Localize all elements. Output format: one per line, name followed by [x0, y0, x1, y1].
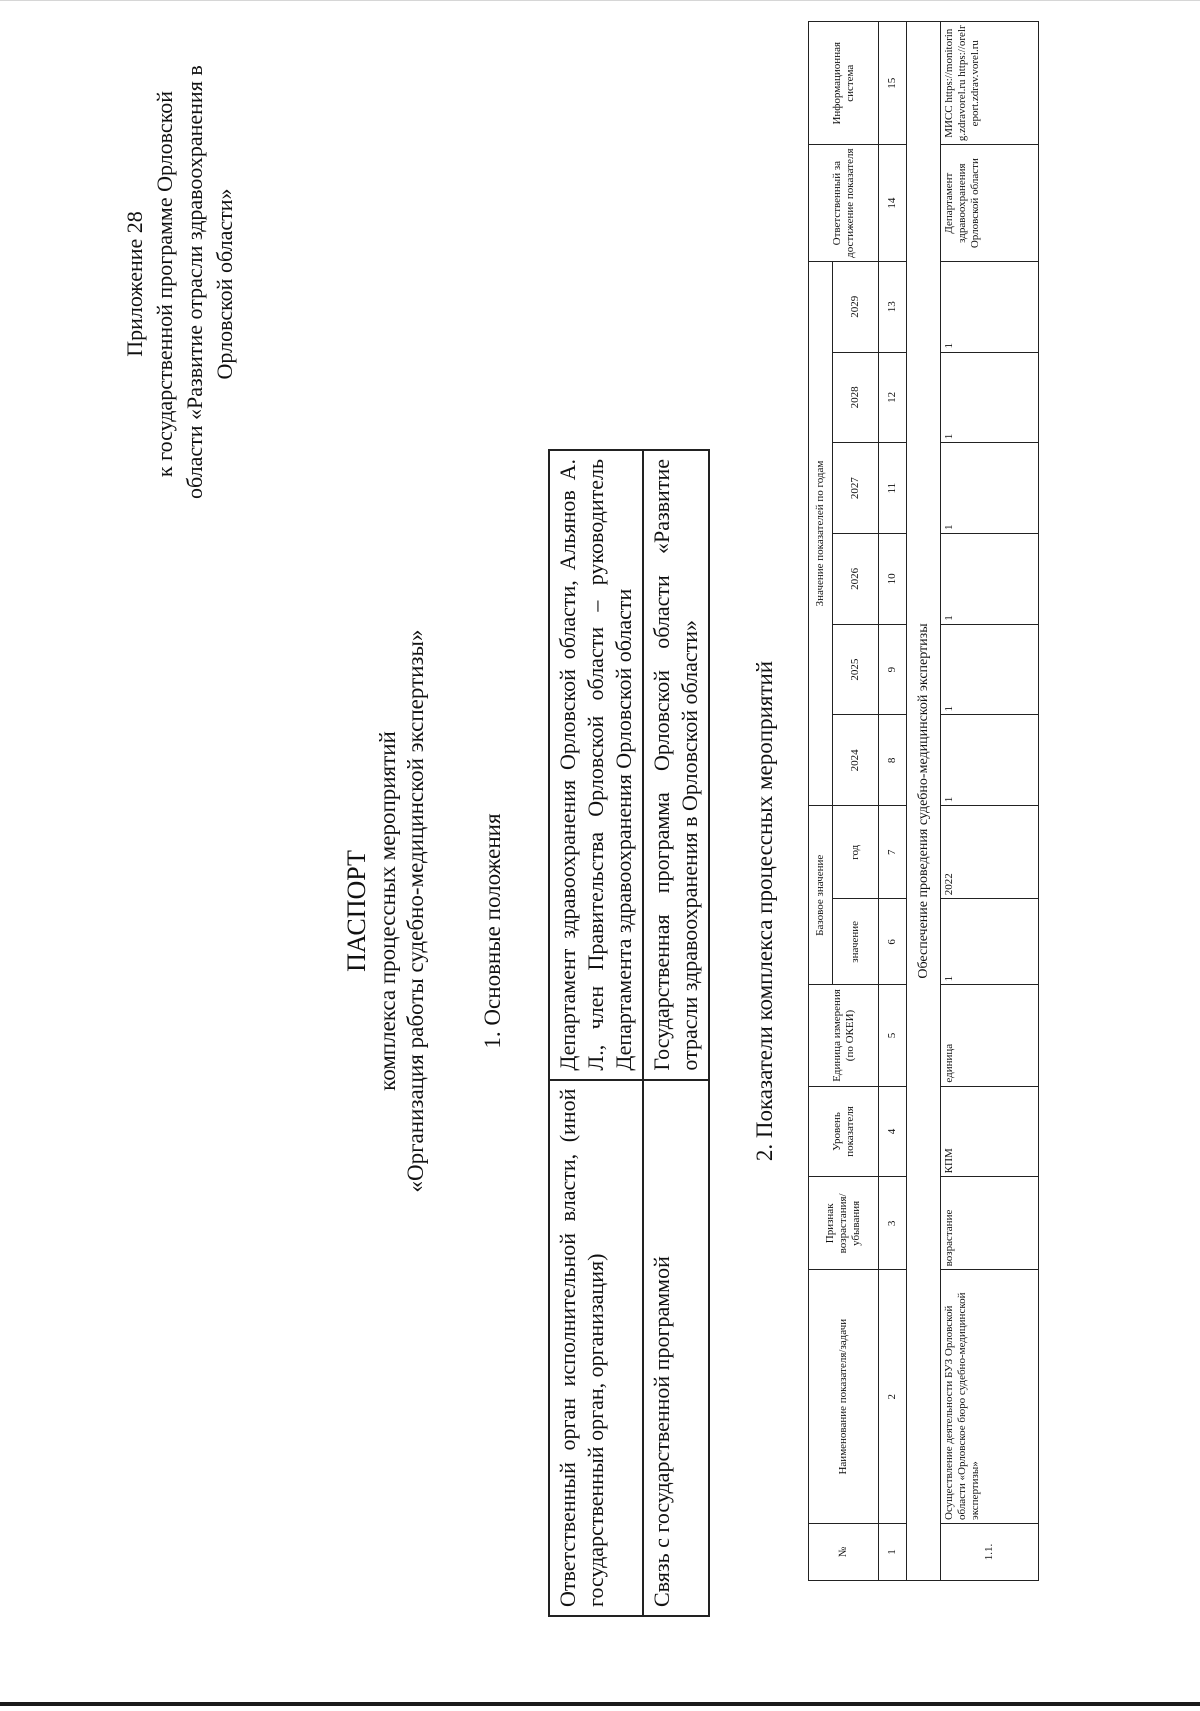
row-year-value: 1: [941, 443, 1039, 534]
header-year: 2028: [833, 352, 879, 443]
column-number: 11: [879, 443, 907, 534]
responsible-body-label: Ответственный орган исполнительной власти, (иной государственный орган, организация): [549, 1080, 643, 1616]
row-year-value: 1: [941, 352, 1039, 443]
program-link-value: Государственная программа Орловской области «Развитие отрасли здравоохранения в Орловской области»: [643, 450, 709, 1080]
section-2-title: 2. Показатели комплекса процессных мероприятий: [752, 660, 777, 1162]
column-number: 2: [879, 1270, 907, 1524]
header-base-value: значение: [833, 899, 879, 985]
header-year: 2027: [833, 443, 879, 534]
row-base-year: 2022: [941, 806, 1039, 899]
header-level: Уровень показателя: [809, 1086, 879, 1177]
column-number: 5: [879, 985, 907, 1086]
header-year: 2029: [833, 261, 879, 352]
row-sign: возрастание: [941, 1177, 1039, 1270]
passport-title-block: [340, 411, 430, 1411]
header-info-system: Информационная система: [809, 22, 879, 145]
column-number: 13: [879, 261, 907, 352]
column-number: 6: [879, 899, 907, 985]
header-by-years: Значение показателей по годам: [809, 261, 833, 805]
table-row: [941, 22, 1039, 1581]
appendix-line-4: Орловской области»: [212, 188, 237, 380]
passport-program-name: «Организация работы судебно-медицинской экспертизы»: [403, 629, 428, 1193]
scan-bottom-edge: [0, 1702, 1200, 1706]
passport-heading: ПАСПОРТ: [342, 850, 371, 972]
indicators-table: [808, 21, 1039, 1581]
row-year-value: 1: [941, 261, 1039, 352]
column-number: 10: [879, 534, 907, 625]
appendix-line-2: к государственной программе Орловской: [152, 90, 177, 478]
column-number: 12: [879, 352, 907, 443]
row-name: Осуществление деятельности БУЗ Орловской области «Орловское бюро судебно-медицинской экспертизы»: [941, 1270, 1039, 1524]
row-year-value: 1: [941, 624, 1039, 715]
appendix-line-3: области «Развитие отрасли здравоохранения в: [182, 65, 207, 499]
program-link-label: Связь с государственной программой: [643, 1080, 709, 1616]
row-year-value: 1: [941, 534, 1039, 625]
header-num: №: [809, 1524, 879, 1581]
responsible-body-value: Департамент здравоохранения Орловской области, Альянов А. Л., член Правительства Орловской области – руководитель Департамента здравоохранения Орловской области: [549, 450, 643, 1080]
header-unit: Единица измерения (по ОКЕИ): [809, 985, 879, 1086]
header-year: 2026: [833, 534, 879, 625]
table-row: [643, 450, 709, 1616]
basic-provisions-table: [548, 449, 710, 1617]
header-name: Наименование показателя/задачи: [809, 1270, 879, 1524]
row-level: КПМ: [941, 1086, 1039, 1177]
row-info-system: МИСС https://monitoring.zdravorel.ru https://orelreport.zdrav.vorel.ru: [941, 22, 1039, 145]
column-number: 8: [879, 715, 907, 806]
column-number: 7: [879, 806, 907, 899]
row-num: 1.1.: [941, 1524, 1039, 1581]
appendix-note: [120, 65, 240, 499]
appendix-line-1: Приложение 28: [122, 211, 147, 357]
passport-subtitle: комплекса процессных мероприятий: [375, 731, 400, 1091]
section-1-title: 1. Основные положения: [480, 813, 505, 1049]
task-section-row: [907, 22, 941, 1581]
column-number: 9: [879, 624, 907, 715]
header-base: Базовое значение: [809, 806, 833, 985]
row-unit: единица: [941, 985, 1039, 1086]
column-number: 14: [879, 145, 907, 261]
task-section-title: Обеспечение проведения судебно-медицинской экспертизы: [907, 22, 941, 1581]
row-base-value: 1: [941, 899, 1039, 985]
table-row: [549, 450, 643, 1616]
column-number: 15: [879, 22, 907, 145]
header-year: 2025: [833, 624, 879, 715]
column-number: 4: [879, 1086, 907, 1177]
header-sign: Признак возрастания/ убывания: [809, 1177, 879, 1270]
header-row: [809, 22, 833, 1581]
row-responsible: Департамент здравоохранения Орловской области: [941, 145, 1039, 261]
column-number-row: [879, 22, 907, 1581]
header-responsible: Ответственный за достижение показателя: [809, 145, 879, 261]
column-number: 1: [879, 1524, 907, 1581]
row-year-value: 1: [941, 715, 1039, 806]
header-base-year: год: [833, 806, 879, 899]
column-number: 3: [879, 1177, 907, 1270]
header-year: 2024: [833, 715, 879, 806]
